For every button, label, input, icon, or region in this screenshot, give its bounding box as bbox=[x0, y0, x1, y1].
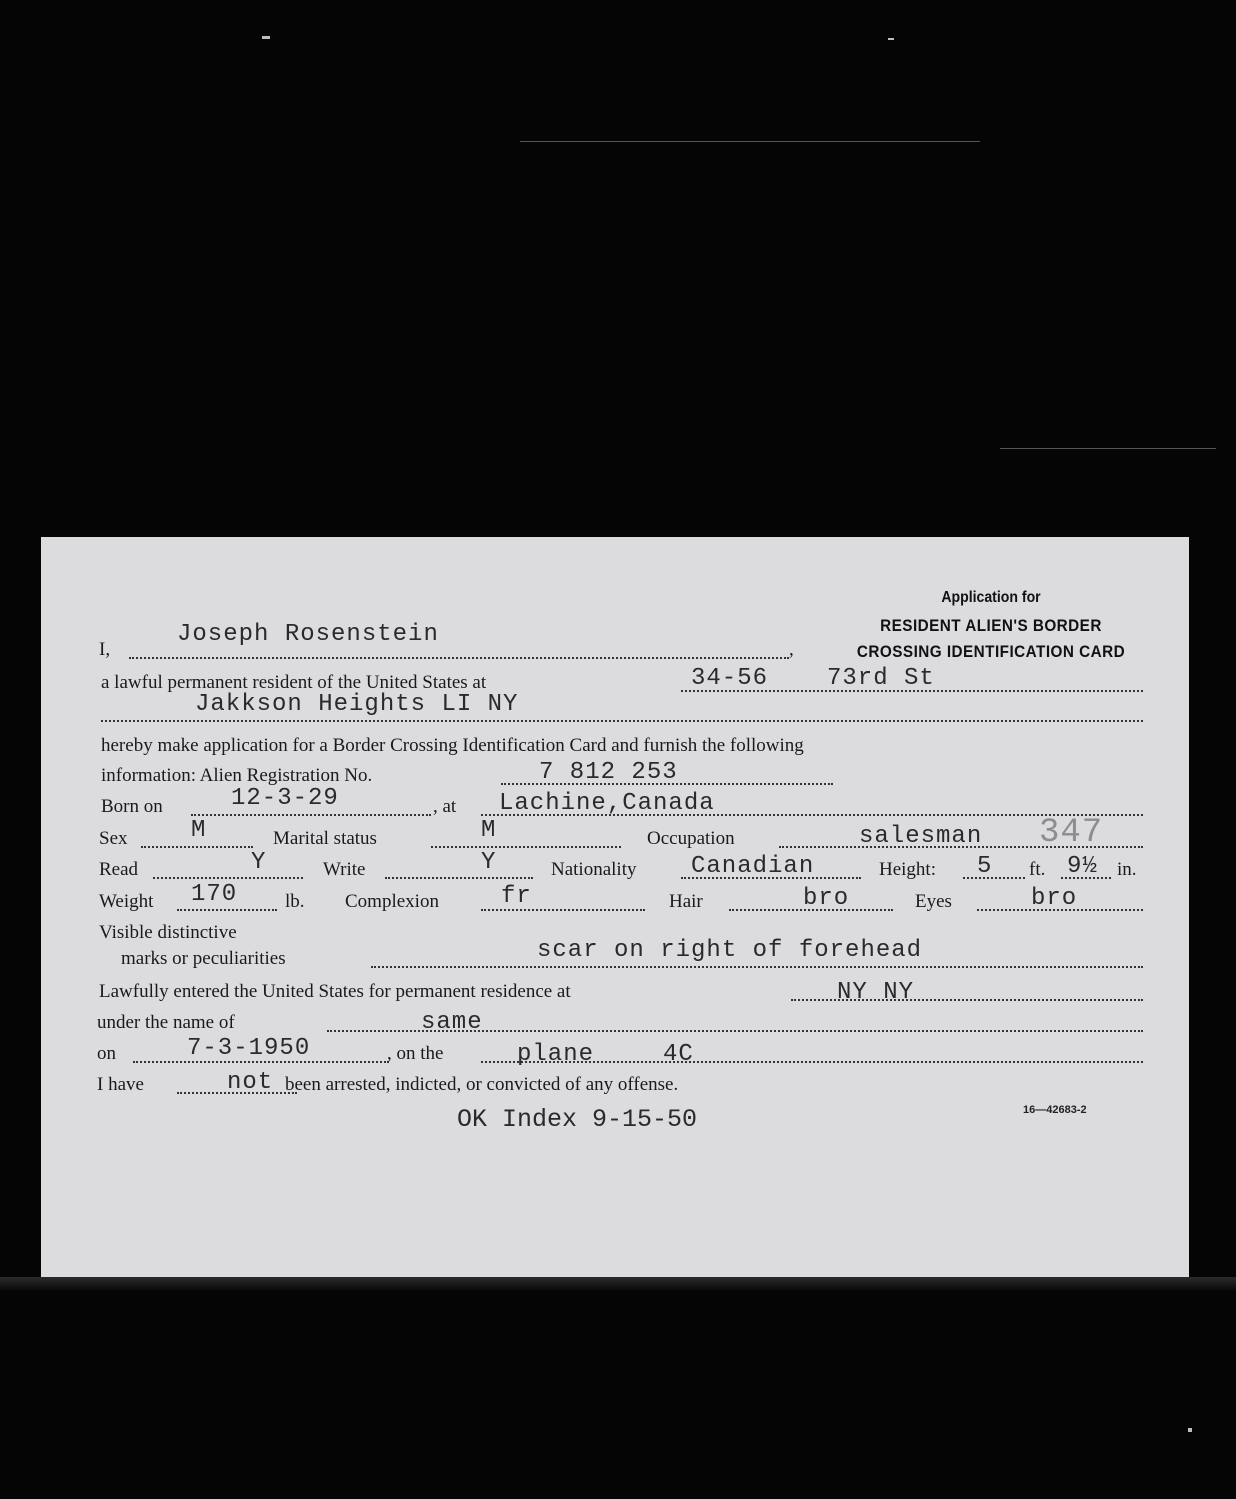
label-height: Height: bbox=[879, 859, 936, 880]
header-line-1: Application for bbox=[941, 589, 1041, 606]
label-in: in. bbox=[1117, 859, 1137, 880]
value-marital-status: M bbox=[481, 817, 497, 844]
label-nationality: Nationality bbox=[551, 859, 637, 880]
value-birth-date: 12-3-29 bbox=[231, 785, 339, 812]
label-marks: marks or peculiarities bbox=[121, 948, 286, 969]
value-hair: bro bbox=[803, 885, 850, 912]
label-lb: lb. bbox=[285, 891, 305, 912]
label-visible: Visible distinctive bbox=[99, 922, 237, 943]
scan-speck bbox=[1188, 1428, 1192, 1432]
header-line-2: RESIDENT ALIEN'S BORDER bbox=[880, 616, 1102, 635]
value-eyes: bro bbox=[1031, 885, 1078, 912]
card-shadow bbox=[0, 1277, 1236, 1291]
label-born-on: Born on bbox=[101, 796, 163, 817]
stamp-number: 347 bbox=[1039, 814, 1104, 852]
label-weight: Weight bbox=[99, 891, 154, 912]
value-name: Joseph Rosenstein bbox=[177, 621, 439, 648]
value-height-ft: 5 bbox=[977, 853, 993, 880]
label-hereby: hereby make application for a Border Crossing Identification Card and furnish the following bbox=[101, 735, 804, 756]
value-conveyance: plane bbox=[517, 1041, 595, 1068]
label-under-name: under the name of bbox=[97, 1012, 235, 1033]
scan-speck bbox=[888, 38, 894, 40]
label-i: I, bbox=[99, 639, 111, 660]
value-nationality: Canadian bbox=[691, 853, 815, 880]
label-entered: Lawfully entered the United States for permanent residence at bbox=[99, 981, 571, 1002]
label-on: on bbox=[97, 1043, 116, 1064]
label-lawful: a lawful permanent resident of the United States at bbox=[101, 672, 487, 693]
scan-line bbox=[1000, 448, 1216, 449]
label-i-have: I have bbox=[97, 1074, 144, 1095]
address-line-2 bbox=[101, 720, 1143, 722]
label-write: Write bbox=[323, 859, 366, 880]
value-write: Y bbox=[481, 849, 497, 876]
value-entry-date: 7-3-1950 bbox=[187, 1035, 311, 1062]
scan-speck bbox=[262, 36, 270, 39]
label-occupation: Occupation bbox=[647, 828, 735, 849]
value-entry-name: same bbox=[421, 1009, 483, 1036]
height-ft-line bbox=[963, 877, 1025, 879]
marital-line bbox=[431, 846, 621, 848]
value-address-street: 73rd St bbox=[827, 665, 935, 692]
label-at: , at bbox=[433, 796, 457, 817]
weight-line bbox=[177, 909, 277, 911]
value-complexion: fr bbox=[501, 883, 532, 910]
label-marital: Marital status bbox=[273, 828, 377, 849]
label-eyes: Eyes bbox=[915, 891, 952, 912]
read-line bbox=[153, 877, 303, 879]
value-conveyance-no: 4C bbox=[663, 1041, 694, 1068]
label-information: information: Alien Registration No. bbox=[101, 765, 373, 786]
value-alien-reg-no: 7 812 253 bbox=[539, 759, 678, 786]
name-line bbox=[129, 657, 789, 659]
value-sex: M bbox=[191, 817, 207, 844]
label-complexion: Complexion bbox=[345, 891, 439, 912]
marks-line bbox=[371, 966, 1143, 968]
label-hair: Hair bbox=[669, 891, 703, 912]
form-number: 16—42683-2 bbox=[1023, 1104, 1087, 1116]
application-card bbox=[41, 537, 1189, 1277]
value-marks: scar on right of forehead bbox=[537, 937, 923, 964]
sex-line bbox=[141, 846, 253, 848]
label-comma: , bbox=[789, 639, 794, 660]
value-address-line-2: Jakkson Heights LI NY bbox=[195, 691, 519, 718]
label-read: Read bbox=[99, 859, 139, 880]
value-port-of-entry: NY NY bbox=[837, 979, 915, 1006]
label-on-the: , on the bbox=[387, 1043, 444, 1064]
birth-date-line bbox=[191, 814, 431, 816]
write-line bbox=[385, 877, 533, 879]
value-read: Y bbox=[251, 849, 267, 876]
label-sex: Sex bbox=[99, 828, 128, 849]
value-not: not bbox=[227, 1069, 274, 1096]
label-ft: ft. bbox=[1029, 859, 1046, 880]
header-line-3: CROSSING IDENTIFICATION CARD bbox=[856, 642, 1126, 661]
scan-line bbox=[520, 141, 980, 142]
label-arrested: been arrested, indicted, or convicted of any offense. bbox=[285, 1074, 679, 1095]
value-birth-place: Lachine,Canada bbox=[499, 790, 715, 817]
card-header bbox=[831, 589, 1151, 665]
index-note: OK Index 9-15-50 bbox=[457, 1105, 698, 1134]
value-weight: 170 bbox=[191, 881, 238, 908]
value-height-in: 9½ bbox=[1067, 853, 1098, 880]
value-address-number: 34-56 bbox=[691, 665, 769, 692]
value-occupation: salesman bbox=[859, 823, 983, 850]
